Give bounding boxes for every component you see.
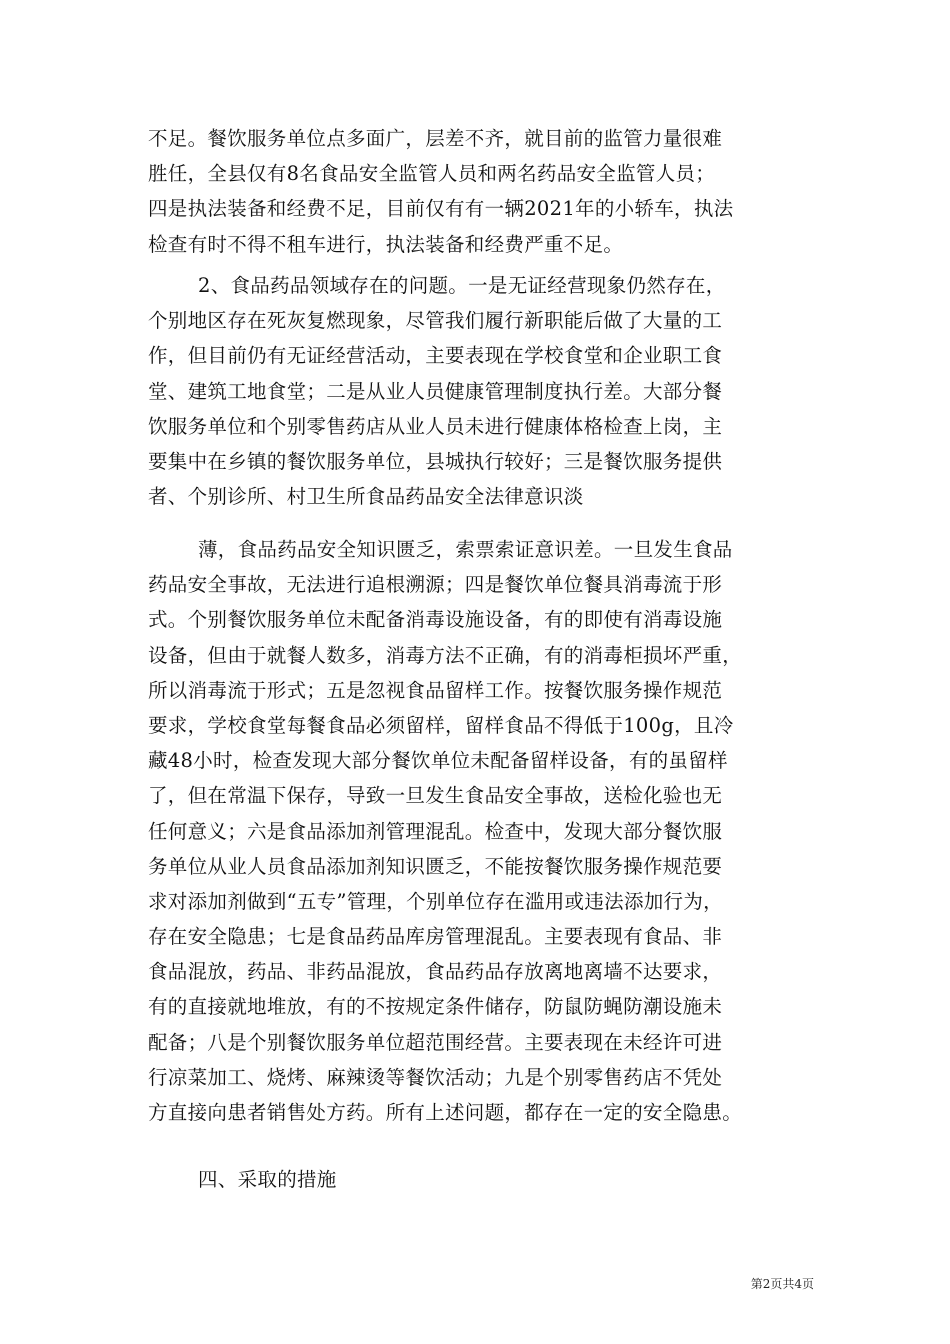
- paragraph-food-drug-problems-continued: [148, 532, 813, 1130]
- text-line: 藏48小时，检查发现大部分餐饮单位未配备留样设备，有的虽留样: [148, 749, 728, 773]
- text-line: 四是执法装备和经费不足，目前仅有有一辆2021年的小轿车，执法: [148, 197, 734, 221]
- text-line: 存在安全隐患；七是食品药品库房管理混乱。主要表现有食品、非: [148, 925, 723, 949]
- text-line: 务单位从业人员食品添加剂知识匮乏，不能按餐饮服务操作规范要: [148, 854, 723, 878]
- text-line: 行凉菜加工、烧烤、麻辣烫等餐饮活动；九是个别零售药店不凭处: [148, 1065, 723, 1089]
- page-number-footer: 第2页共4页: [750, 1277, 814, 1291]
- text-line: 饮服务单位和个别零售药店从业人员未进行健康体格检查上岗，主: [148, 414, 723, 438]
- text-line: 2、食品药品领域存在的问题。一是无证经营现象仍然存在，: [198, 274, 726, 297]
- text-line: 方直接向患者销售处方药。所有上述问题，都存在一定的安全隐患。: [148, 1101, 743, 1124]
- text-line: 食品混放，药品、非药品混放，食品药品存放离地离墙不达要求，: [148, 960, 723, 984]
- text-line: 设备，但由于就餐人数多，消毒方法不正确，有的消毒柜损坏严重，: [148, 643, 743, 667]
- text-line: 作，但目前仍有无证经营活动，主要表现在学校食堂和企业职工食: [148, 344, 723, 368]
- paragraph-food-drug-problems: [148, 268, 813, 514]
- text-line: 胜任，全县仅有8名食品安全监管人员和两名药品安全监管人员；: [148, 162, 716, 186]
- text-line: 要集中在乡镇的餐饮服务单位，县城执行较好；三是餐饮服务提供: [148, 449, 723, 473]
- text-line: 有的直接就地堆放，有的不按规定条件储存，防鼠防蝇防潮设施未: [148, 995, 723, 1019]
- text-line: 堂、建筑工地食堂；二是从业人员健康管理制度执行差。大部分餐: [148, 379, 723, 403]
- text-line: 药品安全事故，无法进行追根溯源；四是餐饮单位餐具消毒流于形: [148, 573, 723, 597]
- text-line: 不足。餐饮服务单位点多面广，层差不齐，就目前的监管力量很难: [148, 127, 723, 150]
- text-line: 所以消毒流于形式；五是忽视食品留样工作。按餐饮服务操作规范: [148, 678, 723, 702]
- text-line: 要求，学校食堂每餐食品必须留样，留样食品不得低于100g，且冷: [148, 713, 734, 737]
- text-line: 式。个别餐饮服务单位未配备消毒设施设备，有的即使有消毒设施: [148, 608, 723, 632]
- text-line: 检查有时不得不租车进行，执法装备和经费严重不足。: [148, 232, 624, 256]
- section-heading: 四、采取的措施: [198, 1168, 337, 1191]
- text-line: 了，但在常温下保存，导致一旦发生食品安全事故，送检化验也无: [148, 784, 723, 808]
- text-line: 个别地区存在死灰复燃现象，尽管我们履行新职能后做了大量的工: [148, 309, 723, 333]
- text-line: 配备；八是个别餐饮服务单位超范围经营。主要表现在未经许可进: [148, 1030, 723, 1054]
- section-heading-measures: [148, 1162, 813, 1197]
- text-line: 薄，食品药品安全知识匮乏，索票索证意识差。一旦发生食品: [198, 538, 733, 561]
- text-line: 求对添加剂做到“五专”管理，个别单位存在滥用或违法添加行为，: [148, 889, 723, 913]
- paragraph-staffing-shortage: [148, 121, 813, 262]
- text-line: 者、个别诊所、村卫生所食品药品安全法律意识淡: [148, 485, 584, 509]
- text-line: 任何意义；六是食品添加剂管理混乱。检查中，发现大部分餐饮服: [148, 819, 723, 843]
